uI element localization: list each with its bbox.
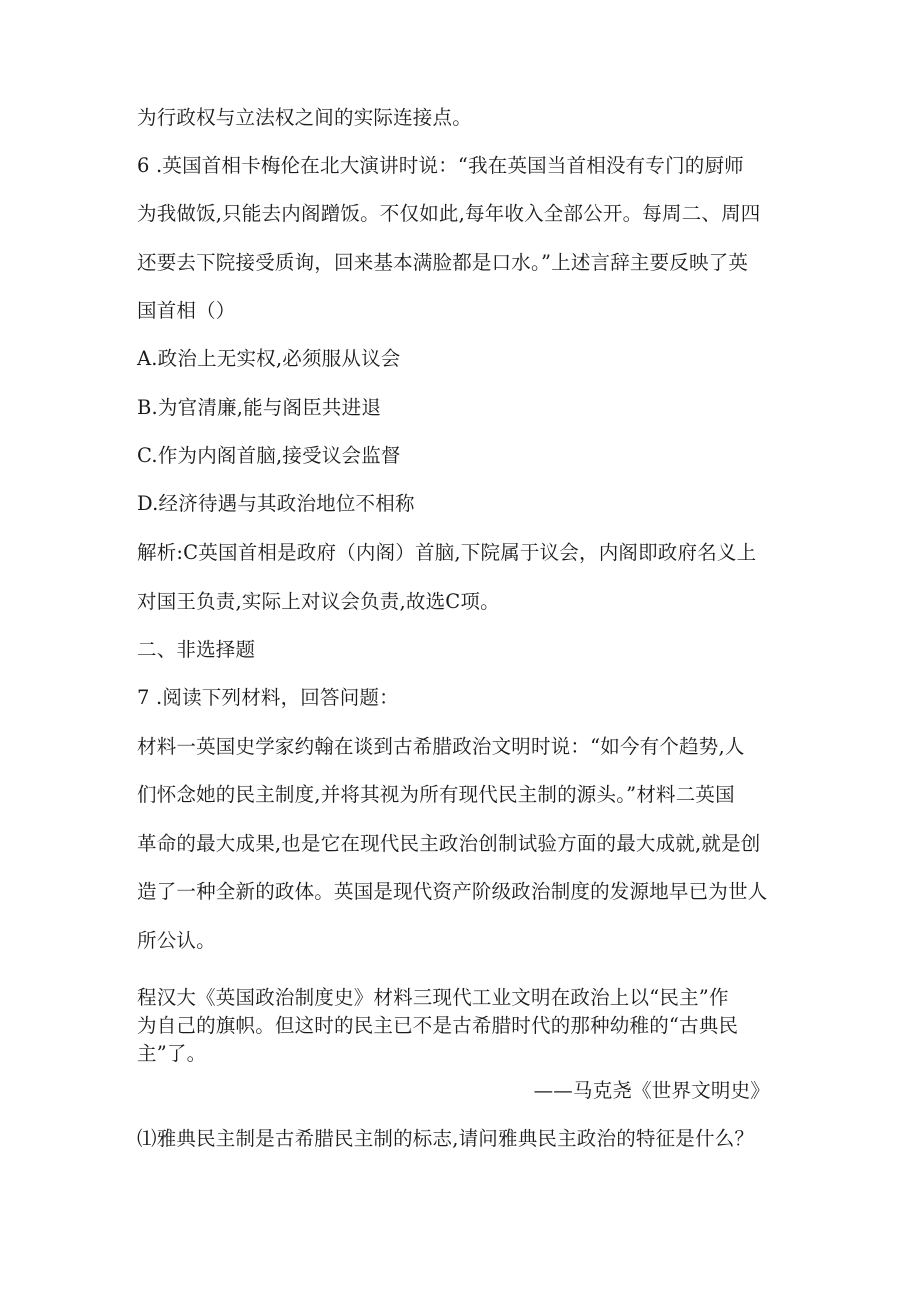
text-line: 主”了。	[137, 1042, 207, 1065]
text-line: 造了一种全新的政体。英国是现代资产阶级政治制度的发源地早已为世人	[137, 880, 768, 903]
text-line: 对国王负责,实际上对议会负责,故选C项。	[137, 590, 500, 613]
text-line: 为自己的旗帜。但这时的民主已不是古希腊时代的那种幼稚的“古典民	[137, 1014, 739, 1037]
text-line: 为行政权与立法权之间的实际连接点。	[137, 106, 472, 129]
section-heading: 二、非选择题	[137, 638, 256, 661]
text-line: 所公认。	[137, 929, 216, 952]
text-line: 还要去下院接受质询，回来基本满脸都是口水。”上述言辞主要反映了英	[137, 251, 749, 274]
analysis: 解析:C英国首相是政府（内阁）首脑,下院属于议会，内阁即政府名义上	[137, 541, 757, 564]
text-line: 为我做饭,只能去内阁蹭饭。不仅如此,每年收入全部公开。每周二、周四	[137, 202, 761, 225]
option-b: B.为官清廉,能与阁臣共进退	[137, 396, 382, 419]
text-line: 国首相（）	[137, 299, 236, 322]
text-line: 们怀念她的民主制度,并将其视为所有现代民主制的源头。”材料二英国	[137, 783, 735, 806]
option-d: D.经济待遇与其政治地位不相称	[137, 492, 415, 515]
material-three: 程汉大《英国政治制度史》材料三现代工业文明在政治上以“民主”作	[137, 986, 729, 1009]
question-7-stem: 7 .阅读下列材料，回答问题：	[137, 686, 399, 709]
text-line: 革命的最大成果,也是它在现代民主政治创制试验方面的最大成就,就是创	[137, 832, 761, 855]
option-c: C.作为内阁首脑,接受议会监督	[137, 444, 401, 467]
sub-question-1: ⑴雅典民主制是古希腊民主制的标志,请问雅典民主政治的特征是什么？	[137, 1127, 755, 1150]
citation: ——马克尧《世界文明史》	[533, 1079, 770, 1102]
question-6-stem: 6 .英国首相卡梅伦在北大演讲时说：“我在英国当首相没有专门的厨师	[137, 154, 744, 177]
material-one: 材料一英国史学家约翰在谈到古希腊政治文明时说：“如今有个趋势,人	[137, 735, 745, 758]
option-a: A.政治上无实权,必须服从议会	[137, 347, 401, 370]
